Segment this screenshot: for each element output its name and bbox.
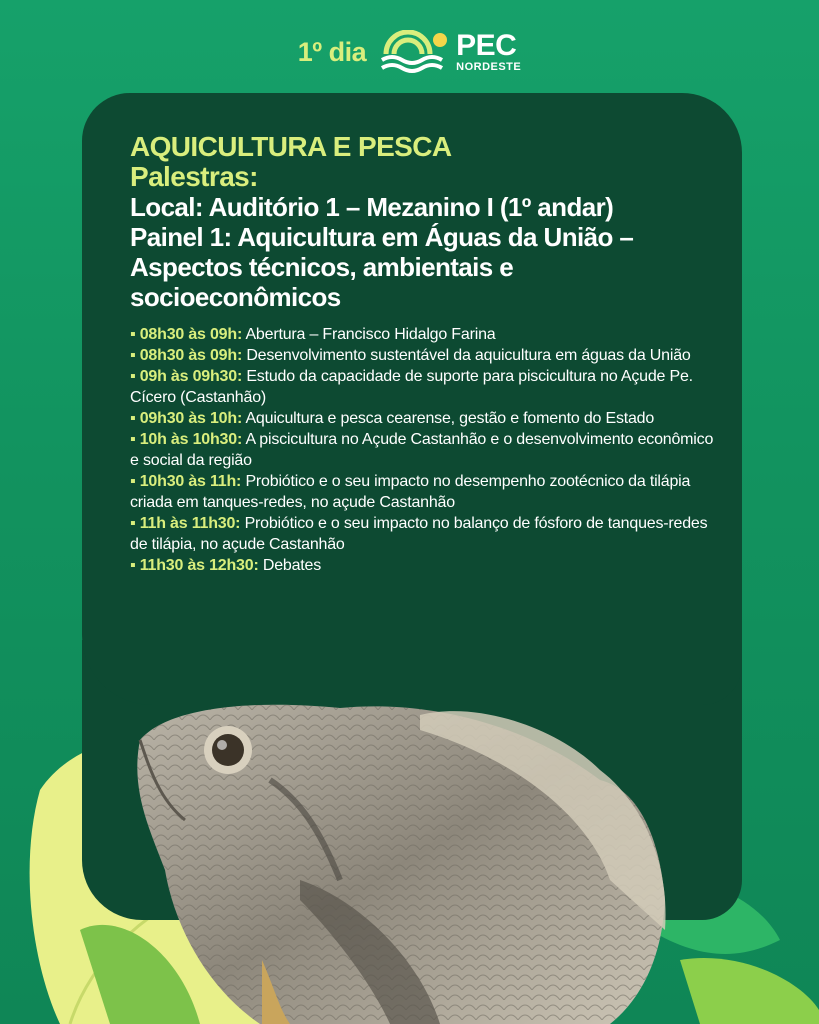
schedule-text: Desenvolvimento sustentável da aquicultura em águas da União [246, 347, 691, 364]
bullet-icon: ▪ [130, 410, 140, 427]
header [0, 26, 819, 78]
schedule-text: A piscicultura no Açude Castanhão e o desenvolvimento econômico e social da região [130, 431, 714, 469]
panel-title-line-1: Painel 1: Aquicultura em Águas da União – [130, 222, 634, 252]
schedule-time: 11h30 às 12h30: [139, 557, 259, 574]
schedule-time: 11h às 11h30: [139, 515, 241, 532]
schedule-item [130, 429, 720, 471]
logo-sun-waves-icon [380, 30, 450, 74]
schedule-item [130, 366, 720, 408]
schedule-item [130, 555, 720, 576]
panel-title-line-3: socioeconômicos [130, 282, 341, 312]
schedule-item [130, 513, 720, 555]
category-title: AQUICULTURA E PESCA [130, 131, 452, 162]
bullet-icon: ▪ [130, 473, 140, 490]
bullet-icon: ▪ [130, 326, 140, 343]
bullet-icon: ▪ [130, 557, 140, 574]
schedule-item [130, 471, 720, 513]
pec-logo [380, 30, 521, 74]
logo-main-text: PEC [456, 29, 517, 62]
logo-sub-text: NORDESTE [456, 61, 522, 73]
schedule-list [130, 324, 720, 576]
bullet-icon: ▪ [130, 431, 140, 448]
schedule-text: Aquicultura e pesca cearense, gestão e fomento do Estado [245, 410, 655, 427]
schedule-time: 10h às 10h30: [139, 431, 243, 448]
location: Local: Auditório 1 – Mezanino I (1º andar) [130, 192, 614, 222]
schedule-time: 09h30 às 10h: [139, 410, 243, 427]
schedule-time: 10h30 às 11h: [139, 473, 242, 490]
schedule-item [130, 324, 720, 345]
schedule-text: Probiótico e o seu impacto no balanço de fósforo de tanques-redes de tilápia, no açude Castanhão [130, 515, 708, 553]
content [130, 132, 720, 576]
bullet-icon: ▪ [130, 515, 140, 532]
panel-title-line-2: Aspectos técnicos, ambientais e [130, 252, 514, 282]
schedule-item [130, 345, 720, 366]
schedule-text: Debates [262, 557, 322, 574]
schedule-text: Abertura – Francisco Hidalgo Farina [245, 326, 496, 343]
schedule-item [130, 408, 720, 429]
bullet-icon: ▪ [130, 368, 140, 385]
section-title: Palestras: [130, 161, 258, 192]
bullet-icon: ▪ [130, 347, 140, 364]
schedule-time: 09h às 09h30: [139, 368, 243, 385]
day-label: 1º dia [297, 36, 367, 67]
schedule-time: 08h30 às 09h: [139, 326, 243, 343]
schedule-text: Estudo da capacidade de suporte para piscicultura no Açude Pe. Cícero (Castanhão) [130, 368, 693, 406]
schedule-text: Probiótico e o seu impacto no desempenho zootécnico da tilápia criada em tanques-redes, no açude Castanhão [130, 473, 691, 511]
schedule-time: 08h30 às 09h: [139, 347, 243, 364]
